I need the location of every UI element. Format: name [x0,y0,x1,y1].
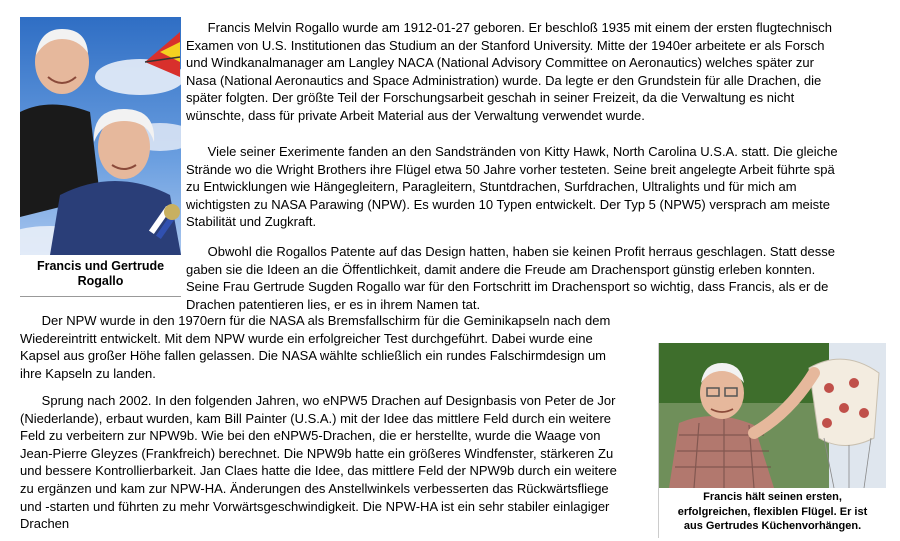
portrait-photo-icon [20,17,181,255]
paragraph-nasa: Der NPW wurde in den 1970ern für die NASA als Bremsfallschirm für die Geminikapseln nach dem Wiedereintritt entwickelt. Mit dem NPW wurde ein erfolgreicher Test durchgeführt. Dabei wurde eine Kapsel aus großer Höhe fallen gelassen. Die NASA wählte schließlich ein rundes Falschirmdesign um ihre Kapseln zu landen. [20,313,611,381]
francis-wing-caption: Francis hält seinen ersten, erfolgreichen, flexiblen Flügel. Er ist aus Gertrudes Küchenvorhängen. [677,491,868,532]
portrait-photo-icon [659,343,886,488]
photo-frame-line [658,343,659,538]
paragraph-patents: Obwohl die Rogallos Patente auf das Design hatten, haben sie keinen Profit herraus geschlagen. Statt desse gaben sie die Ideen an die Öffentlichkeit, damit andere die Freude am Drachensport günstig erleben konnten. Seine Frau Gertrude Sugden Rogallo war für den Fortschritt im Drachensport so wichtig, dass Francis, als er de Drachen patentieren lies, er es in ihrem Namen tat. [186,244,835,312]
paragraph-experiments: Viele seiner Exerimente fanden an den Sandstränden von Kitty Hawk, North Carolina U.S.A. statt. Die gleiche Strände wo die Wright Brothers ihre Flügel etwa 50 Jahre vorher testeten. Seine breit angelegte Arbeit führte spä zu Entwicklungen wie Hängegleitern, Paragleitern, Stuntdrachen, Surfdrachen, Ultralights und für mich am wichtigsten zu NASA Parawing (NPW). Es wurden 10 Typen entwickelt. Der Typ 5 (NPW5) versprach am meiste Stabilität und Zugkraft. [186,144,838,230]
rogallos-photo [20,17,181,255]
paragraph-2002: Sprung nach 2002. In den folgenden Jahren, wo eNPW5 Drachen auf Designbasis von Peter de Jor (Niederlande), erbaut wurden, kam Bill Painter (U.S.A.) mit der Idee das mittlere Feld durch ein weitere Feld zu verbeitern zur NPW9b. Wie bei den eNPW5-Drachen, die er herstellte, wurde die Waage von Jean-Pierre Gleyzes (Frankfreich) berechnet. Die NPW9b hatte ein größeres Windfenster, stärkeren Zu und bessere Kontrollierbarkeit. Jan Claes hatte die Idee, das mittlere Feld der NPW9b durch ein weitere zu ergänzen und kam zur NPW-HA. Änderungen des Anstellwinkels verbesserten das Rückwärtsfliege und -starten und führten zu mehr Vorwärtsgeschwindigkeit. Die NPW-HA ist ein sehr stabiler einlagiger Drachen [20,393,617,532]
paragraph-biography: Francis Melvin Rogallo wurde am 1912-01-27 geboren. Er beschloß 1935 mit einem der ersten flugtechnisch Examen von U.S. Institutionen das Studium an der Stanford University. Mitte der 1940er arbeitete er als Forsch und Windkanalmanager am Langley NACA (National Advisory Committee on Aeronautics) welches später zur Nasa (National Aeronautics and Space Administration) wurde. Da legte er den Grundstein für alle Drachen, die später folgten. Der größte Teil der Forschungsarbeit geschah in seiner Freizeit, da die Verwaltung es nicht wünschte, dass für private Arbeit Material aus der Verwaltung verwendet wurde. [186,20,832,123]
francis-wing-photo [659,343,886,488]
caption-divider [20,296,181,297]
rogallos-caption: Francis und Gertrude Rogallo [36,259,165,288]
